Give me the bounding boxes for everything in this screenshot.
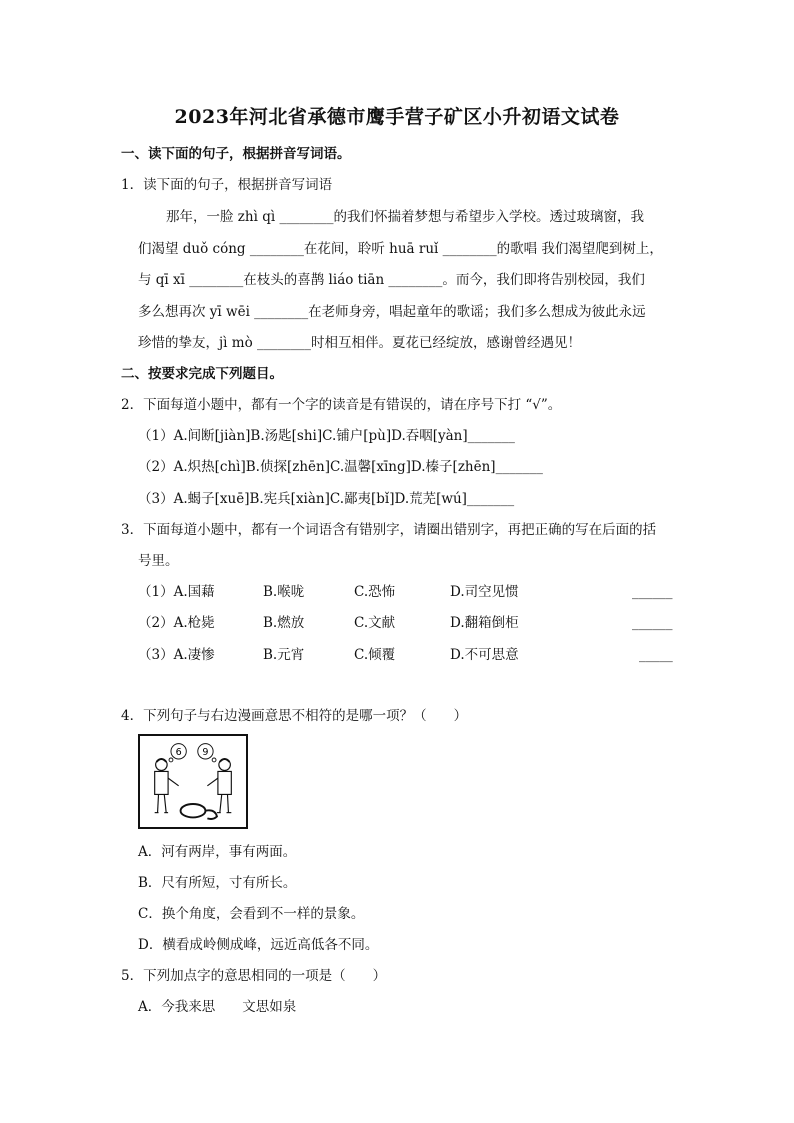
- q3-stem-line-1: 3．下面每道小题中，都有一个词语含有错别字，请圈出错别字，再把正确的写在后面的括: [121, 522, 657, 538]
- q3-row-2-d: D.翻箱倒柜: [450, 615, 519, 631]
- q1-passage-line-2: 们渴望 duǒ cóng ________在花间，聆听 huā ruǐ ________的歌唱 我们渴望爬到树上，: [138, 241, 663, 257]
- ground-number-drawing: [181, 804, 217, 819]
- q3-row-2-a: （2）A.枪毙: [138, 615, 215, 631]
- q2-stem: 2．下面每道小题中，都有一个字的读音是有错误的，请在序号下打 “√”。: [121, 397, 562, 413]
- q1-passage-line-4: 多么想再次 yī wēi ________在老师身旁，唱起童年的歌谣；我们多么想成为彼此永远: [138, 304, 646, 320]
- q4-stem: 4．下列句子与右边漫画意思不相符的是哪一项？（ ）: [121, 708, 468, 724]
- q3-row-3-c: C.倾覆: [354, 647, 396, 663]
- cartoon-image: [138, 734, 248, 829]
- q3-row-1-b: B.喉咙: [263, 584, 305, 600]
- q3-stem-line-2: 号里。: [138, 553, 179, 569]
- page-title: 2023年河北省承德市鹰手营子矿区小升初语文试卷: [174, 106, 620, 128]
- q3-row-1-a: （1）A.国藉: [138, 584, 215, 600]
- section-2-heading: 二、按要求完成下列题目。: [121, 366, 283, 382]
- q1-stem: 1．读下面的句子，根据拼音写词语: [121, 177, 333, 193]
- q3-row-3-d: D.不可思意: [450, 647, 519, 663]
- q4-option-c: C．换个角度，会看到不一样的景象。: [138, 906, 365, 922]
- q3-row-1-c: C.恐怖: [354, 584, 396, 600]
- q5-option-a: A．今我来思 文思如泉: [138, 999, 297, 1015]
- q1-passage-line-5: 珍惜的挚友，jì mò ________时相互相伴。夏花已经绽放，感谢曾经遇见！: [138, 335, 582, 351]
- q1-passage-line-3: 与 qī xī ________在枝头的喜鹊 liáo tiān ________。而今，我们即将告别校园，我们: [138, 272, 645, 288]
- right-person-figure: [207, 759, 231, 813]
- q3-row-3-b: B.元宵: [263, 647, 305, 663]
- q1-passage-line-1: 那年，一脸 zhì qì ________的我们怀揣着梦想与希望步入学校。透过玻璃窗，我: [166, 209, 644, 225]
- q3-row-3-blank: _____: [639, 647, 673, 663]
- q4-option-d: D．横看成岭侧成峰，远近高低各不同。: [138, 937, 379, 953]
- q4-option-a: A．河有两岸，事有两面。: [138, 844, 297, 860]
- q5-stem: 5．下列加点字的意思相同的一项是（ ）: [121, 968, 387, 984]
- q3-row-1-d: D.司空见惯: [450, 584, 519, 600]
- q2-item-3: （3）A.蝎子[xuē]B.宪兵[xiàn]C.鄙夷[bǐ]D.荒芜[wú]_______: [138, 491, 515, 507]
- q3-row-2-b: B.燃放: [263, 615, 305, 631]
- q3-row-2-c: C.文献: [354, 615, 396, 631]
- q3-row-3-a: （3）A.凄惨: [138, 647, 215, 663]
- right-bubble-number: 9: [202, 747, 209, 759]
- q3-row-2-blank: ______: [632, 615, 673, 631]
- q4-option-b: B．尺有所短，寸有所长。: [138, 875, 297, 891]
- q2-item-1: （1）A.间断[jiàn]B.汤匙[shi]C.铺户[pù]D.吞咽[yàn]_______: [138, 428, 515, 444]
- q3-row-1-blank: ______: [632, 584, 673, 600]
- left-bubble-number: 6: [175, 747, 182, 759]
- q2-item-2: （2）A.炽热[chì]B.侦探[zhēn]C.温馨[xīng]D.榛子[zhēn]_______: [138, 459, 543, 475]
- left-person-figure: [155, 759, 179, 813]
- cartoon-drawing: [140, 736, 246, 827]
- section-1-heading: 一、读下面的句子，根据拼音写词语。: [121, 146, 351, 162]
